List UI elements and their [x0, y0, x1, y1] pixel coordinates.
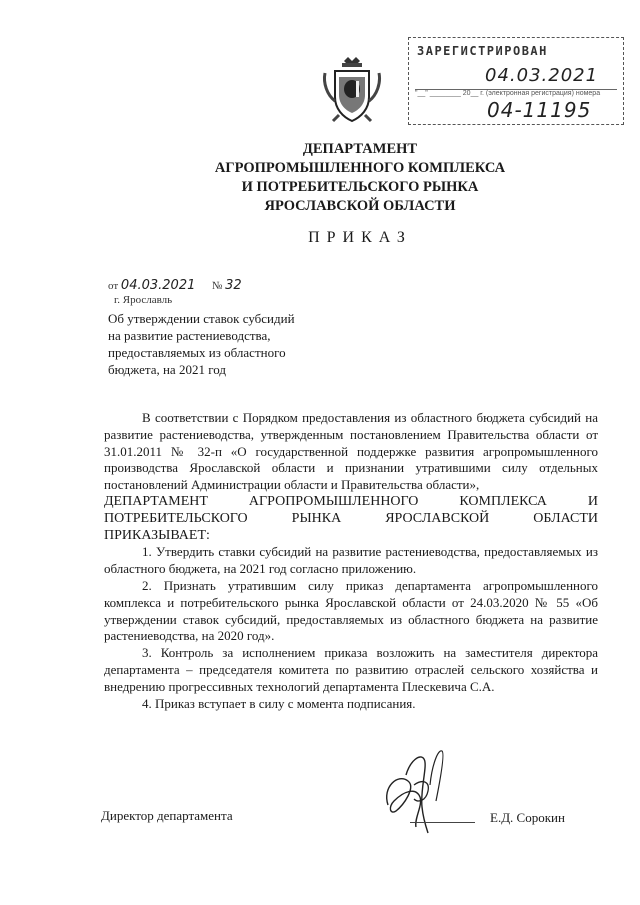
department-line: ЯРОСЛАВСКОЙ ОБЛАСТИ	[264, 198, 456, 214]
subject-line: Об утверждении ставок субсидий	[108, 311, 295, 326]
order-heading-line: ДЕПАРТАМЕНТ АГРОПРОМЫШЛЕННОГО КОМПЛЕКСА И	[104, 493, 598, 509]
order-item-4: 4. Приказ вступает в силу с момента подписания.	[142, 695, 416, 711]
order-item-1: 1. Утвердить ставки субсидий на развитие растениеводства, предоставляемых из областного бюджета, на 2021 год согласно приложению.	[104, 544, 598, 577]
number-prefix: №	[211, 280, 223, 292]
signatory-name: Е.Д. Сорокин	[490, 810, 565, 825]
order-number: 32	[225, 278, 242, 293]
order-heading-line: ПОТРЕБИТЕЛЬСКОГО РЫНКА ЯРОСЛАВСКОЙ ОБЛАСТИ	[104, 510, 598, 526]
preamble-paragraph: В соответствии с Порядком предоставления из областного бюджета субсидий на развитие растениеводства, утвержденным постановлением Правительства области от 31.01.2011 № 32-п «О государственной поддержке развития агропромышленного производства Ярославской области и признании утратившими силу отдельных постановлений Администрации области и Правительства области»,	[104, 410, 598, 493]
stamp-title: ЗАРЕГИСТРИРОВАН	[417, 44, 548, 58]
order-date: 04.03.2021	[120, 278, 196, 293]
registration-stamp	[408, 37, 624, 125]
document-title: ПРИКАЗ	[308, 229, 412, 246]
coat-of-arms-icon	[321, 55, 383, 125]
stamp-date: 04.03.2021	[485, 65, 599, 86]
order-item-3: 3. Контроль за исполнением приказа возложить на заместителя директора департамента – председателя комитета по развитию отраслей сельского хозяйства и внедрению прогрессивных технологий департамента Плескевича С.А.	[104, 645, 598, 694]
subject-line: на развитие растениеводства,	[108, 328, 271, 343]
order-item-2: 2. Признать утратившим силу приказ департамента агропромышленного комплекса и потребительского рынка Ярославской области от 24.03.2020 № 55 «Об утверждении ставок субсидий, предоставляемых из областного бюджета на развитие растениеводства, на 2020 год».	[104, 577, 598, 644]
signature-line	[410, 822, 475, 823]
department-header	[140, 140, 580, 216]
department-line: АГРОПРОМЫШЛЕННОГО КОМПЛЕКСА	[214, 160, 506, 176]
department-line: ДЕПАРТАМЕНТ	[302, 141, 418, 157]
order-heading-line: ПРИКАЗЫВАЕТ:	[104, 527, 210, 543]
signatory-position: Директор департамента	[101, 808, 233, 823]
stamp-number: 04-11195	[487, 98, 592, 122]
handwritten-signature	[370, 745, 480, 840]
order-body	[104, 410, 598, 712]
department-line: И ПОТРЕБИТЕЛЬСКОГО РЫНКА	[241, 179, 479, 195]
order-date-number	[108, 278, 242, 293]
subject-line: бюджета, на 2021 год	[108, 362, 226, 377]
order-city: г. Ярославль	[114, 294, 173, 306]
order-subject	[108, 310, 295, 378]
date-prefix: от	[108, 280, 119, 292]
subject-line: предоставляемых из областного	[108, 345, 286, 360]
stamp-caption: "__" ________ 20__ г. (электронная регистрация) номера	[415, 90, 601, 97]
